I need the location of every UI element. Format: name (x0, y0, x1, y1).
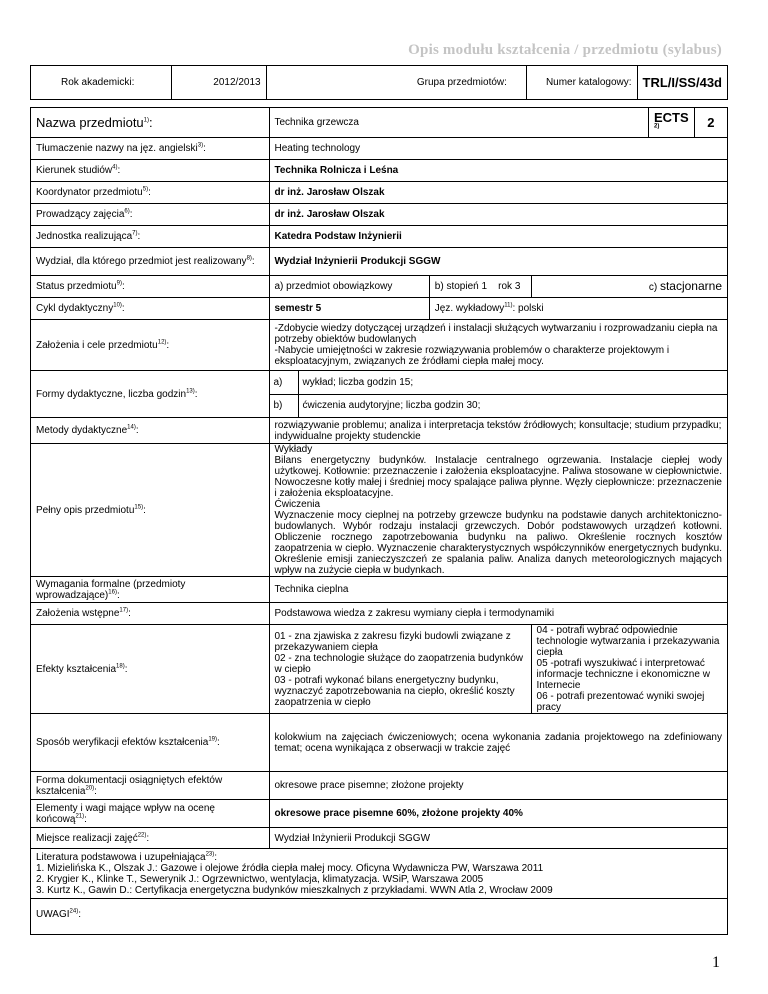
document-title: Opis modułu kształcenia / przedmiotu (sylabus) (408, 42, 722, 58)
jednostka-label: Jednostka realizująca$^{7)}$: (31, 226, 270, 248)
dokumentacja-label: Forma dokumentacji osiągniętych efektów kształcenia$^{20)}$: (31, 772, 270, 800)
metody-value: rozwiązywanie problemu; analiza i interpretacja tekstów źródłowych; konsultacje; studium przypadku; indywidualne projekty studenckie (269, 418, 728, 444)
row-nazwa (31, 108, 728, 138)
syllabus-table (30, 107, 728, 935)
row-tlumaczenie (31, 138, 728, 160)
prowadzacy-value: dr inż. Jarosław Olszak (269, 204, 728, 226)
formy-a-val: wykład; liczba godzin 15; (298, 371, 727, 394)
academic-year-cell (31, 66, 172, 100)
ects-label: ECTS $^{2)}$ (649, 108, 695, 138)
zalozenia-wstepne-label: Założenia wstępne$^{17)}$: (31, 603, 270, 625)
efekty-label: Efekty kształcenia$^{18)}$: (31, 625, 270, 714)
opis-value: Wykłady Bilans energetyczny budynków. Instalacje centralnego ogrzewania. Instalacje ciepłej wody użytkowej. Kotłownie: przeznaczenie i założenia eksploatacyjne. Paliwa stosowane w ciepłownictwie. Nowoczesne kotły małej i średniej mocy spalające paliwa płynne. Węzły ciepłownicze: przeznaczenie i założenia eksploatacyjne. Ćwiczenia Wyznaczenie mocy cieplnej na potrzeby grzewcze budynku na podstawie danych architektoniczno-budowlanych. Wybór rodzaju instalacji grzewczych. Dobór podstawowych urządzeń kotłowni. Obliczenie rocznego zapotrzebowania budynku na paliwo. Określenie rocznych kosztów zaopatrzenia w ciepło. Wyznaczenie charakterystycznych współczynników energetycznych budynku. Określenie emisji zanieczyszczeń ze spalania paliw. Analiza danych meteorologicznych mających wpływ na zużycie ciepła w budynkach. (269, 444, 728, 577)
efekty-right: 04 - potrafi wybrać odpowiednie technologie wytwarzania i przekazywania ciepła 05 -potrafi wyszukiwać i interpretować informacje techniczne i ekonomiczne w Internecie 06 - potrafi prezentować wyniki swojej pracy (531, 625, 727, 714)
academic-year-label: Rok akademicki: (61, 77, 135, 88)
row-wagi (31, 800, 728, 828)
efekty-left: 01 - zna zjawiska z zakresu fizyki budowli związane z przekazywaniem ciepła 02 - zna technologie służące do zaopatrzenia budynków w ciepło 03 - potrafi wykonać bilans energetyczny budynku, wyznaczyć zapotrzebowania na ciepło, określić koszty zaopatrzenia w ciepło (269, 625, 531, 714)
row-metody (31, 418, 728, 444)
catalog-number-label: Numer katalogowy: (527, 66, 637, 100)
jednostka-value: Katedra Podstaw Inżynierii (269, 226, 728, 248)
weryfikacja-label: Sposób weryfikacji efektów kształcenia$^{19)}$: (31, 714, 270, 772)
row-wydzial (31, 248, 728, 276)
literatura-cell (31, 849, 728, 899)
subject-group-label: Grupa przedmiotów: (266, 66, 512, 100)
zalozenia-wstepne-value: Podstawowa wiedza z zakresu wymiany ciepła i termodynamiki (269, 603, 728, 625)
wydzial-value: Wydział Inżynierii Produkcji SGGW (269, 248, 728, 276)
literatura-item: 3. Kurtz K., Gawin D.: Certyfikacja energetyczna budynków mieszkalnych z przykładami. WWN Atla 2, Wrocław 2009 (36, 885, 553, 896)
status-label: Status przedmiotu$^{9)}$: (31, 276, 270, 298)
kierunek-value: Technika Rolnicza i Leśna (269, 160, 728, 182)
row-weryfikacja (31, 714, 728, 772)
formy-value (269, 371, 728, 418)
formy-item-b (270, 394, 728, 417)
row-prowadzacy (31, 204, 728, 226)
subject-group-value (512, 66, 527, 100)
literatura-label: Literatura podstawowa i uzupełniająca$^{23)}$: (36, 851, 218, 863)
row-koordynator (31, 182, 728, 204)
row-wymagania (31, 577, 728, 603)
row-opis (31, 444, 728, 577)
nazwa-label: Nazwa przedmiotu$^{1)}$: (31, 108, 270, 138)
koordynator-value: dr inż. Jarosław Olszak (269, 182, 728, 204)
row-zalozenia-wstepne (31, 603, 728, 625)
wymagania-value: Technika cieplna (269, 577, 728, 603)
academic-year-value: 2012/2013 (172, 66, 266, 100)
formy-a-key: a) (270, 371, 299, 394)
nazwa-value: Technika grzewcza (269, 108, 649, 138)
header-info-table (30, 65, 728, 100)
uwagi-cell: UWAGI$^{24)}$: (31, 899, 728, 935)
row-status (31, 276, 728, 298)
tlumaczenie-label: Tłumaczenie nazwy na jęz. angielski$^{3)}$: (31, 138, 270, 160)
row-jednostka (31, 226, 728, 248)
row-efekty (31, 625, 728, 714)
dokumentacja-value: okresowe prace pisemne; złożone projekty (269, 772, 728, 800)
wydzial-label: Wydział, dla którego przedmiot jest realizowany$^{8)}$: (31, 248, 270, 276)
catalog-number-value: TRL/I/SS/43d (637, 66, 727, 100)
formy-b-key: b) (270, 394, 299, 417)
jezyk-cell: Jęz. wykładowy$^{11)}$: polski (429, 298, 727, 320)
cykl-label: Cykl dydaktyczny$^{10)}$: (31, 298, 270, 320)
opis-label: Pełny opis przedmiotu$^{15)}$: (31, 444, 270, 577)
wagi-value: okresowe prace pisemne 60%, złożone projekty 40% (269, 800, 728, 828)
kierunek-label: Kierunek studiów$^{4)}$: (31, 160, 270, 182)
wagi-label: Elementy i wagi mające wpływ na ocenę końcową$^{21)}$: (31, 800, 270, 828)
wymagania-label: Wymagania formalne (przedmioty wprowadzające)$^{16)}$: (31, 577, 270, 603)
page-number: 1 (712, 954, 720, 971)
row-dokumentacja (31, 772, 728, 800)
formy-b-val: ćwiczenia audytoryjne; liczba godzin 30; (302, 400, 481, 412)
row-kierunek (31, 160, 728, 182)
weryfikacja-value: kolokwium na zajęciach ćwiczeniowych; ocena wykonania zadania projektowego na zdefiniowany temat; ocena wynikająca z obserwacji w trakcie zajęć (269, 714, 728, 772)
miejsce-value: Wydział Inżynierii Produkcji SGGW (269, 828, 728, 849)
row-miejsce (31, 828, 728, 849)
cykl-value: semestr 5 (269, 298, 429, 320)
miejsce-label: Miejsce realizacji zajęć$^{22)}$: (31, 828, 270, 849)
status-c: c) stacjonarne (531, 276, 727, 298)
koordynator-label: Koordynator przedmiotu$^{5)}$: (31, 182, 270, 204)
literatura-item: 1. Mizielińska K., Olszak J.: Gazowe i olejowe źródła ciepła małej mocy. Oficyna Wydawnicza PW, Warszawa 2011 (36, 863, 544, 874)
metody-label: Metody dydaktyczne$^{14)}$: (31, 418, 270, 444)
row-zalozenia-cele (31, 320, 728, 371)
status-b: b) stopień 1 rok 3 (429, 276, 531, 298)
prowadzacy-label: Prowadzący zajęcia$^{6)}$: (31, 204, 270, 226)
row-cykl (31, 298, 728, 320)
zalozenia-cele-value: -Zdobycie wiedzy dotyczącej urządzeń i instalacji służących wytwarzaniu i rozprowadzaniu ciepła na potrzeby obiektów budowlanych -Nabycie umiejętności w zakresie rozwiązywania problemów o charakterze projektowym i eksploatacyjnym, związanych ze źródłami ciepła małej mocy. (269, 320, 728, 371)
row-formy (31, 371, 728, 418)
row-uwagi (31, 899, 728, 935)
formy-list (270, 371, 728, 417)
literatura-item: 2. Krygier K., Klinke T., Sewerynik J.: Ogrzewnictwo, wentylacja, klimatyzacja. WSiP, Warszawa 2005 (36, 874, 484, 885)
zalozenia-cele-label: Założenia i cele przedmiotu$^{12)}$: (31, 320, 270, 371)
formy-label: Formy dydaktyczne, liczba godzin$^{13)}$: (31, 371, 270, 418)
ects-value: 2 (694, 108, 727, 138)
status-a: a) przedmiot obowiązkowy (269, 276, 429, 298)
formy-item-a (270, 371, 728, 394)
tlumaczenie-value: Heating technology (269, 138, 728, 160)
row-literatura (31, 849, 728, 899)
